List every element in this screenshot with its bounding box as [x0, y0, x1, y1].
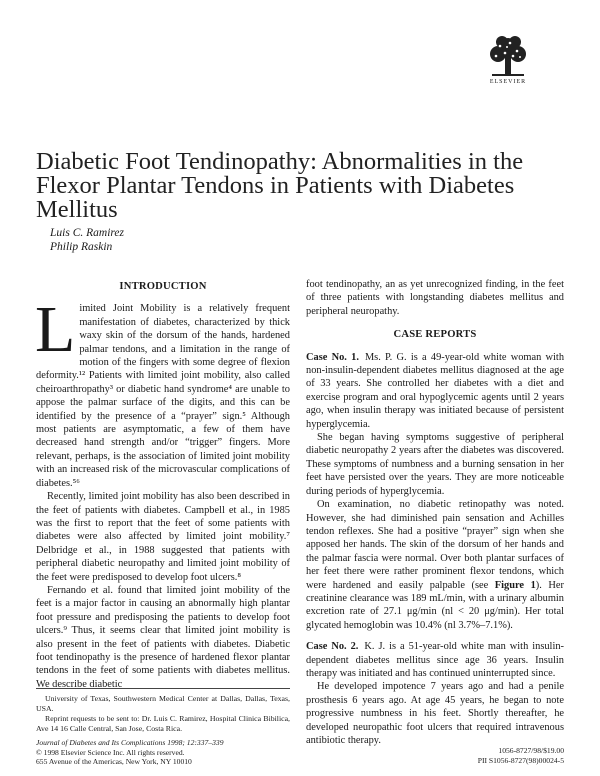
- paragraph-text: On examination, no diabetic retinopathy was noted. However, she had diminished pain sensation and Achilles tendon reflexes. She had a positive “prayer” sign when she apposed her hands. The skin of the dorsum of her hands and the palmar fascia were normal. Over both plantar surfaces of her feet there were rather prominent flexor tendons, which were hardened and easily palpable (see: [306, 499, 564, 591]
- paragraph: foot tendinopathy, an as yet unrecognized finding, in the feet of three patients with longstanding diabetes mellitus and peripheral neuropathy.: [306, 279, 564, 317]
- footnote-divider: [36, 688, 290, 689]
- right-column: [306, 278, 564, 747]
- article-codes: [478, 746, 564, 765]
- elsevier-tree-icon: [488, 34, 528, 78]
- case-2-paragraph: [306, 640, 564, 680]
- copyright: © 1998 Elsevier Science Inc. All rights reserved.: [36, 747, 185, 757]
- paragraph-text: imited Joint Mobility is a relatively frequent manifestation of diabetes, characterized by thick waxy skin of the dorsum of the hands, hardened palmar tendons, and a limitation in the range of motion of the fingers with some degree of flexion deformity.¹² Patients with limited joint mobility, also called cheiroarthropathy³ or diabetic hand syndrome⁴ are unable to appose the palmar surface of the digits, and this can be identified by the presence of a “prayer” sign.⁵ Although most patients are asymptomatic, a few of them have decreased hand strength and/or “trigger” fingers. More relevant, perhaps, is the association of limited joint mobility with an increased risk of the microvascular complications of diabetes.⁵⁶: [36, 303, 290, 489]
- case-label: Case No. 2.: [306, 641, 359, 653]
- paragraph-text: K. J. is a 51-year-old white man with insulin-dependent diabetes mellitus since age 36 years. Insulin therapy was initiated and has continued uninterrupted since.: [306, 641, 564, 679]
- author-list: [50, 226, 124, 254]
- elsevier-logo: [482, 34, 534, 90]
- case-1-paragraph: [306, 351, 564, 431]
- paragraph: [306, 498, 564, 632]
- footnotes: [36, 694, 290, 734]
- paragraph: Recently, limited joint mobility has also been described in the feet of patients with diabetes. Campbell et al., in 1985 was the first to report that the feet of some patients with diabetes were also affected by limited joint mobility.⁷ Delbridge et al., in 1988 suggested that patients with peripheral diabetic neuropathy and limited joint mobility of the feet were predisposed to develop foot ulcers.⁸: [36, 491, 290, 583]
- paragraph: Fernando et al. found that limited joint mobility of the feet is a major factor in causing an abnormally high plantar foot pressure and predisposing the patients to develop foot ulcers.⁹ Thus, it seems clear that limited joint mobility is also present in the feet of patients with diabetes. Diabetic foot tendinopathy is the presence of hardened flexor plantar tendons in the feet of some patients with diabetes mellitus. We describe diabetic: [36, 584, 290, 690]
- left-column: [36, 278, 290, 691]
- issn: 1056-8727/98/$19.00: [498, 746, 564, 755]
- author-name: Luis C. Ramirez: [50, 227, 125, 239]
- affiliation-note: University of Texas, Southwestern Medical Center at Dallas, Dallas, Texas, USA.: [36, 694, 290, 713]
- pii: PII S1056-8727(98)00024-5: [477, 755, 564, 765]
- journal-citation: Journal of Diabetes and Its Complications 1998; 12:337–339: [36, 738, 224, 747]
- paragraph: [35, 293, 290, 490]
- reprint-note: Reprint requests to be sent to: Dr. Luis C. Ramirez, Hospital Clinica Bibilica, Ave 14 16 Calle Central, San Jose, Costa Rica.: [36, 714, 290, 733]
- section-heading-introduction: INTRODUCTION: [119, 281, 207, 292]
- figure-reference[interactable]: Figure 1: [494, 579, 536, 591]
- paragraph-text: Ms. P. G. is a 49-year-old white woman with non-insulin-dependent diabetes mellitus diagnosed at the age of 33 years. She controlled her diabetes with a diet and exercise program and oral hypoglycemic agents until 2 years ago, when insulin therapy was initiated because of persistent hyperglycemia.: [306, 351, 565, 430]
- paragraph-text: ). Her creatinine clearance was 189 mL/min, with a urinary albumin excretion rate of 27.1 μg/min (nl < 20 μg/min). Her total glycated hemoglobin was 10.4% (nl 3.7%–7.1%).: [306, 579, 564, 631]
- case-label: Case No. 1.: [306, 351, 359, 363]
- drop-cap: L: [35, 293, 76, 367]
- article-title: Diabetic Foot Tendinopathy: Abnormalities in the Flexor Plantar Tendons in Patients with Diabetes Mellitus: [36, 148, 524, 223]
- paragraph: She began having symptoms suggestive of peripheral diabetic neuropathy 2 years after the diabetes was discovered. These symptoms of numbness and a burning sensation in her feet have persisted over the years. They are more noticeable during periods of hyperglycemia.: [306, 432, 564, 497]
- journal-info: [36, 738, 224, 767]
- paragraph: He developed impotence 7 years ago and had a penile prosthesis 6 years ago. At age 45 years, he began to note progressive numbness in his feet. Shortly thereafter, he developed neuropathic foot ulcers that required intravenous antibiotic therapy.: [306, 681, 564, 746]
- section-heading-case-reports: CASE REPORTS: [393, 329, 477, 341]
- logo-text: ELSEVIER: [489, 79, 527, 85]
- author-name: Philip Raskin: [50, 241, 113, 253]
- publisher-address: 655 Avenue of the Americas, New York, NY 10010: [36, 757, 192, 766]
